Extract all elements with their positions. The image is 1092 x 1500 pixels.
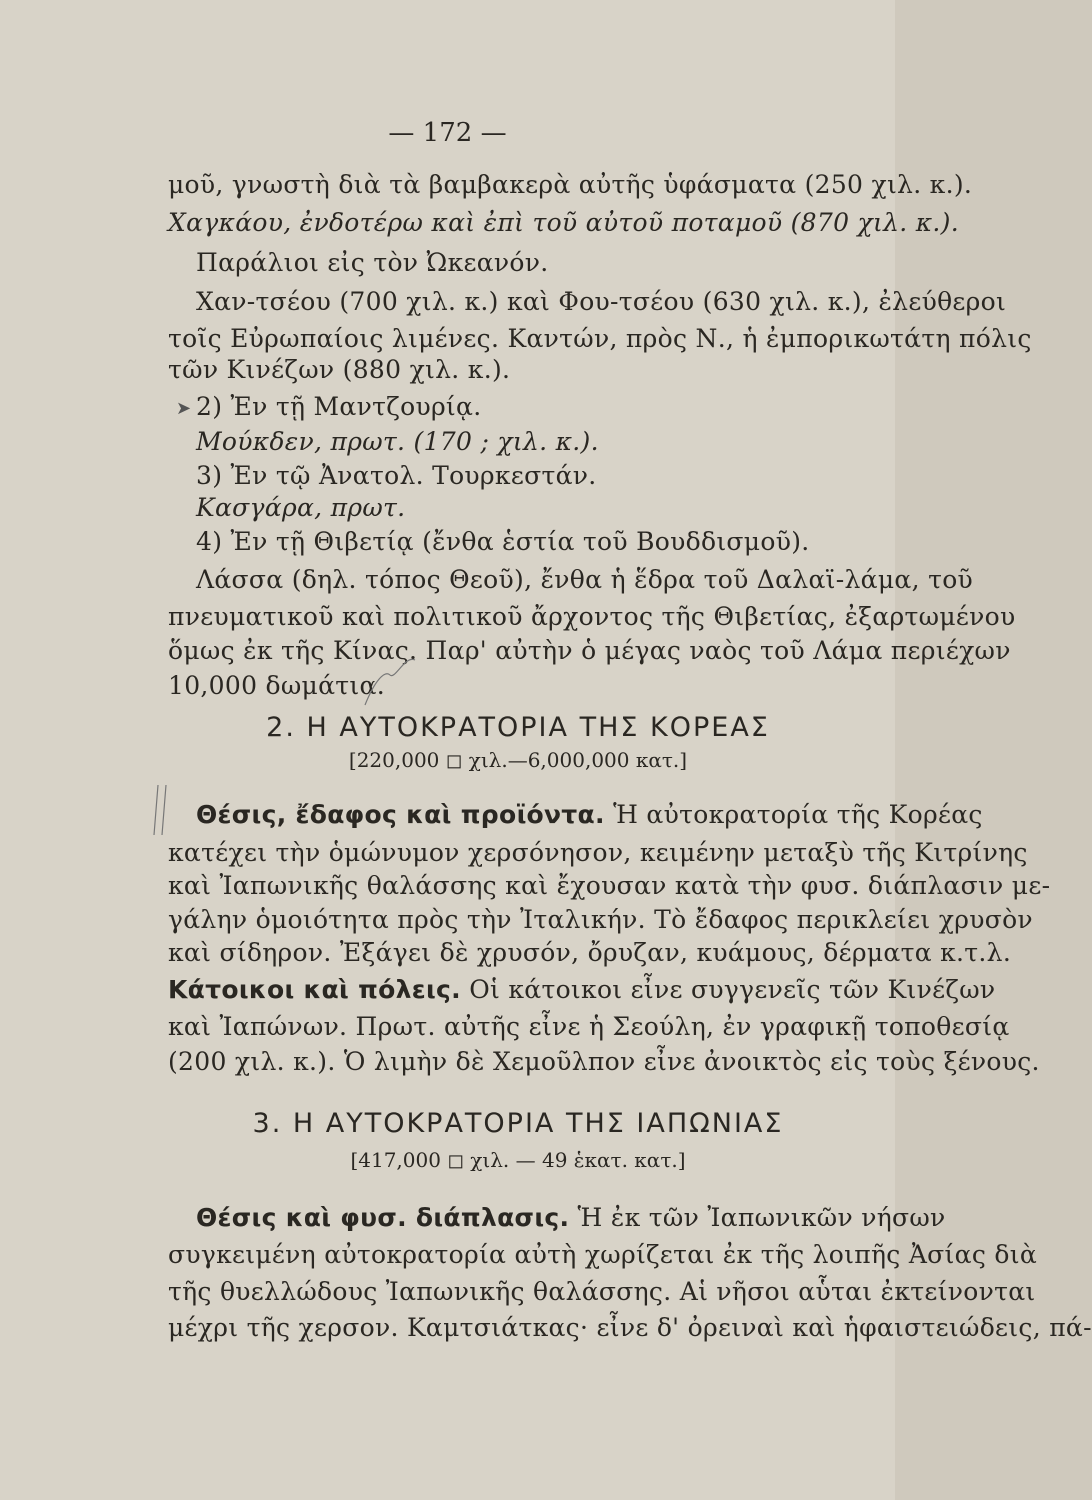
text-line: 4) Ἐν τῇ Θιβετίᾳ (ἔνθα ἑστία τοῦ Βουδδισμοῦ).: [196, 527, 810, 556]
section-heading: 2. Η ΑΥΤΟΚΡΑΤΟΡΙΑ ΤΗΣ ΚΟΡΕΑΣ: [266, 712, 770, 743]
paragraph-line: (200 χιλ. κ.). Ὁ λιμὴν δὲ Χεμοῦλπον εἶνε ἀνοικτὸς εἰς τοὺς ξένους.: [168, 1047, 1040, 1076]
paragraph-lead: Θέσις, ἔδαφος καὶ προϊόντα.: [196, 800, 605, 829]
text-line: μοῦ, γνωστὴ διὰ τὰ βαμβακερὰ αὐτῆς ὑφάσματα (250 χιλ. κ.).: [168, 170, 973, 199]
paragraph-line: [168, 975, 996, 1005]
paragraph-line: καὶ σίδηρον. Ἐξάγει δὲ χρυσόν, ὄρυζαν, κυάμους, δέρματα κ.τ.λ.: [168, 938, 1012, 967]
text-line: Μούκδεν, πρωτ. (170 ; χιλ. κ.).: [196, 427, 599, 456]
paragraph-text: Ἡ ἐκ τῶν Ἰαπωνικῶν νήσων: [577, 1203, 946, 1232]
page-number: — 172 —: [388, 118, 507, 148]
text-line: Χαν-τσέου (700 χιλ. κ.) καὶ Φου-τσέου (630 χιλ. κ.), ἐλεύθεροι: [196, 287, 1007, 316]
text-line: Παράλιοι εἰς τὸν Ὠκεανόν.: [196, 248, 549, 277]
section-subheading: [417,000 ◻ χιλ. — 49 ἑκατ. κατ.]: [350, 1148, 686, 1172]
pencil-scribble-icon: [360, 650, 420, 710]
section-subheading: [220,000 ◻ χιλ.—6,000,000 κατ.]: [348, 748, 688, 772]
paragraph-line: [196, 800, 983, 830]
paragraph-line: τῆς θυελλώδους Ἰαπωνικῆς θαλάσσης. Αἱ νῆσοι αὗται ἐκτείνονται: [168, 1277, 1036, 1306]
paragraph-line: μέχρι τῆς χερσον. Καμτσιάτκας· εἶνε δ' ὀρειναὶ καὶ ἡφαιστειώδεις, πά-: [168, 1313, 1092, 1342]
paragraph-lead: Κάτοικοι καὶ πόλεις.: [168, 975, 461, 1004]
paragraph-line: γάλην ὁμοιότητα πρὸς τὴν Ἰταλικήν. Τὸ ἔδαφος περικλείει χρυσὸν: [168, 905, 1033, 934]
text-line: τοῖς Εὐρωπαίοις λιμένες. Καντών, πρὸς Ν., ἡ ἐμπορικωτάτη πόλις: [168, 324, 1032, 353]
section-heading: 3. Η ΑΥΤΟΚΡΑΤΟΡΙΑ ΤΗΣ ΙΑΠΩΝΙΑΣ: [252, 1108, 784, 1139]
arrow-mark-icon: ➤: [176, 398, 192, 419]
paragraph-line: καὶ Ἰαπώνων. Πρωτ. αὐτῆς εἶνε ἡ Σεούλη, ἐν γραφικῇ τοποθεσίᾳ: [168, 1012, 1010, 1041]
paragraph-text: Ἡ αὐτοκρατορία τῆς Κορέας: [613, 800, 983, 829]
paragraph-text: Οἱ κάτοικοι εἶνε συγγενεῖς τῶν Κινέζων: [469, 975, 996, 1004]
text-line: Λάσσα (δηλ. τόπος Θεοῦ), ἔνθα ἡ ἕδρα τοῦ Δαλαϊ-λάμα, τοῦ: [196, 565, 974, 594]
margin-mark-icon: [148, 780, 176, 840]
text-line: 10,000 δωμάτια.: [168, 671, 385, 700]
text-line: τῶν Κινέζων (880 χιλ. κ.).: [168, 355, 511, 384]
text-line: ὅμως ἐκ τῆς Κίνας. Παρ' αὐτὴν ὁ μέγας ναὸς τοῦ Λάμα περιέχων: [168, 636, 1011, 665]
paragraph-line: κατέχει τὴν ὁμώνυμον χερσόνησον, κειμένην μεταξὺ τῆς Κιτρίνης: [168, 838, 1028, 867]
text-line: Κασγάρα, πρωτ.: [196, 493, 406, 522]
paragraph-lead: Θέσις καὶ φυσ. διάπλασις.: [196, 1203, 570, 1232]
paragraph-line: [196, 1203, 946, 1233]
text-line: Χαγκάου, ἐνδοτέρω καὶ ἐπὶ τοῦ αὐτοῦ ποταμοῦ (870 χιλ. κ.).: [168, 208, 959, 237]
text-line: 3) Ἐν τῷ Ἀνατολ. Τουρκεστάν.: [196, 461, 597, 490]
text-line: πνευματικοῦ καὶ πολιτικοῦ ἄρχοντος τῆς Θιβετίας, ἐξαρτωμένου: [168, 602, 1016, 631]
text-line: 2) Ἐν τῇ Μαντζουρίᾳ.: [196, 392, 482, 421]
paragraph-line: συγκειμένη αὐτοκρατορία αὐτὴ χωρίζεται ἐκ τῆς λοιπῆς Ἀσίας διὰ: [168, 1240, 1038, 1269]
paragraph-line: καὶ Ἰαπωνικῆς θαλάσσης καὶ ἔχουσαν κατὰ τὴν φυσ. διάπλασιν με-: [168, 871, 1051, 900]
